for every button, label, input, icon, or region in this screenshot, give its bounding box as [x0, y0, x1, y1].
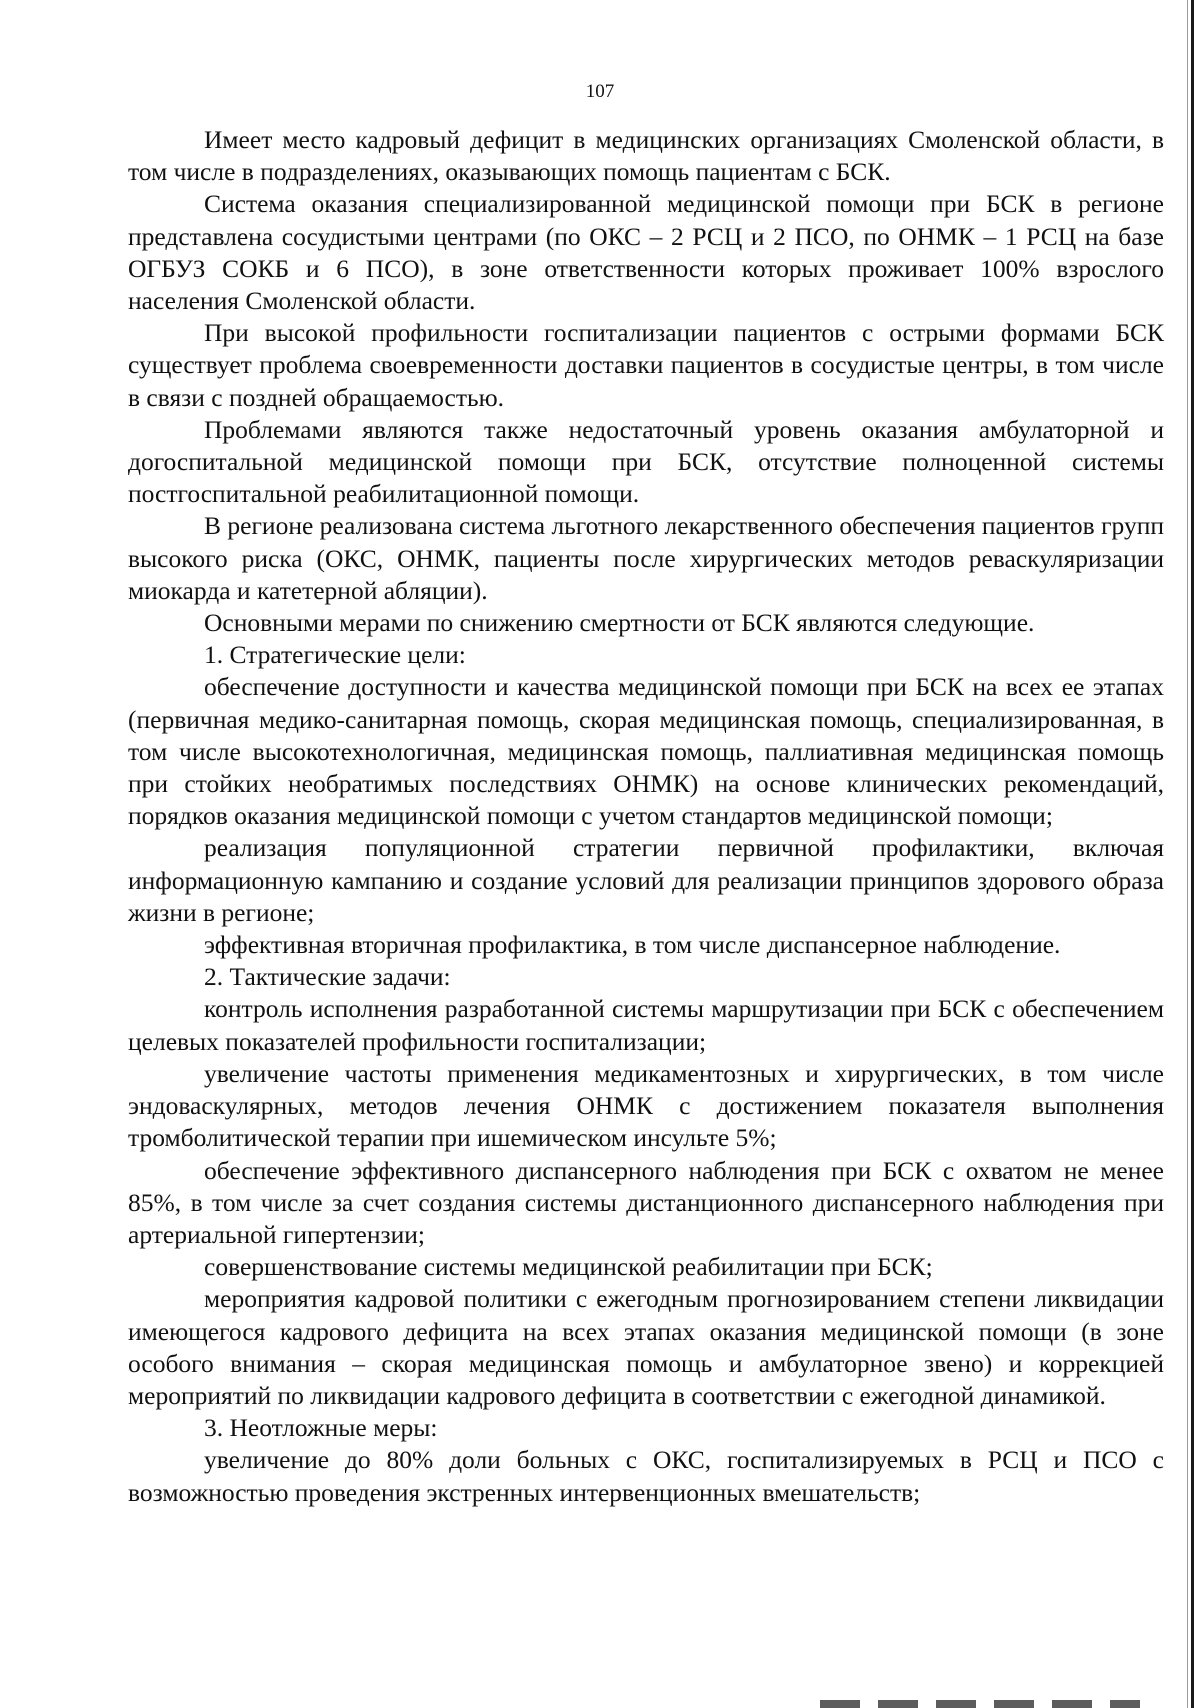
paragraph-outpatient-problems: Проблемами являются также недостаточный уровень оказания амбулаторной и догоспитальной медицинской помощи при БСК, отсутствие полноценной системы постгоспитальной реабилитационной помощи.	[128, 414, 1164, 509]
paragraph-task-treatment: увеличение частоты применения медикаментозных и хирургических, в том числе эндоваскулярных, методов лечения ОНМК с достижением показателя выполнения тромболитической терапии при ишемическом инсульте 5%;	[128, 1058, 1164, 1153]
paragraph-task-staff: мероприятия кадровой политики с ежегодным прогнозированием степени ликвидации имеющегося кадрового дефицита на всех этапах оказания медицинской помощи (в зоне особого внимания – скорая медицинская помощь и амбулаторное звено) и коррекцией мероприятий по ликвидации кадрового дефицита в соответствии с ежегодной динамикой.	[128, 1284, 1164, 1410]
heading-strategic-goals: 1. Стратегические цели:	[204, 640, 466, 670]
heading-urgent-measures: 3. Неотложные меры:	[204, 1413, 438, 1443]
paragraph-main-measures: Основными мерами по снижению смертности от БСК являются следующие.	[204, 608, 1035, 638]
paragraph-task-routing: контроль исполнения разработанной системы маршрутизации при БСК с обеспечением целевых показателей профильности госпитализации;	[128, 994, 1164, 1056]
paragraph-drug-provision: В регионе реализована система льготного лекарственного обеспечения пациентов групп высокого риска (ОКС, ОНМК, пациенты после хирургических методов реваскуляризации миокарда и катетерной абляции).	[128, 511, 1164, 605]
paragraph-goal-secondary: эффективная вторичная профилактика, в том числе диспансерное наблюдение.	[204, 930, 1061, 960]
heading-tactical-tasks: 2. Тактические задачи:	[204, 962, 451, 992]
paragraph-goal-access: обеспечение доступности и качества медицинской помощи при БСК на всех ее этапах (первичная медико-санитарная помощь, скорая медицинская помощь, специализированная, в том числе высокотехнологичная, медицинская помощь, паллиативная медицинская помощь при стойких необратимых последствиях ОНМК) на основе клинических рекомендаций, порядков оказания медицинской помощи с учетом стандартов медицинской помощи;	[128, 672, 1164, 831]
scan-edge-border	[1191, 0, 1194, 1708]
page-number: 107	[585, 81, 615, 102]
scan-edge-shadow	[1187, 0, 1188, 1708]
body-text	[128, 124, 1164, 1509]
paragraph-urgent-acs: увеличение до 80% доли больных с ОКС, госпитализируемых в РСЦ и ПСО с возможностью проведения экстренных интервенционных вмешательств;	[128, 1445, 1164, 1507]
paragraph-care-system: Система оказания специализированной медицинской помощи при БСК в регионе представлена сосудистыми центрами (по ОКС – 2 РСЦ и 2 ПСО, по ОНМК – 1 РСЦ на базе ОГБУЗ СОКБ и 6 ПСО), в зоне ответственности которых проживает 100% взрослого населения Смоленской области.	[128, 189, 1164, 316]
paragraph-goal-prevention: реализация популяционной стратегии первичной профилактики, включая информационную кампанию и создание условий для реализации принципов здорового образа жизни в регионе;	[128, 833, 1164, 927]
paragraph-delivery-problem: При высокой профильности госпитализации пациентов с острыми формами БСК существует проблема своевременности доставки пациентов в сосудистые центры, в том числе в связи с поздней обращаемостью.	[128, 318, 1164, 412]
paragraph-task-dispensary: обеспечение эффективного диспансерного наблюдения при БСК с охватом не менее 85%, в том числе за счет создания системы дистанционного диспансерного наблюдения при артериальной гипертензии;	[128, 1155, 1164, 1249]
scan-bottom-artifact	[820, 1700, 1140, 1708]
paragraph-task-rehab: совершенствование системы медицинской реабилитации при БСК;	[204, 1252, 933, 1282]
paragraph-staff-deficit: Имеет место кадровый дефицит в медицинских организациях Смоленской области, в том числе в подразделениях, оказывающих помощь пациентам с БСК.	[128, 125, 1164, 187]
